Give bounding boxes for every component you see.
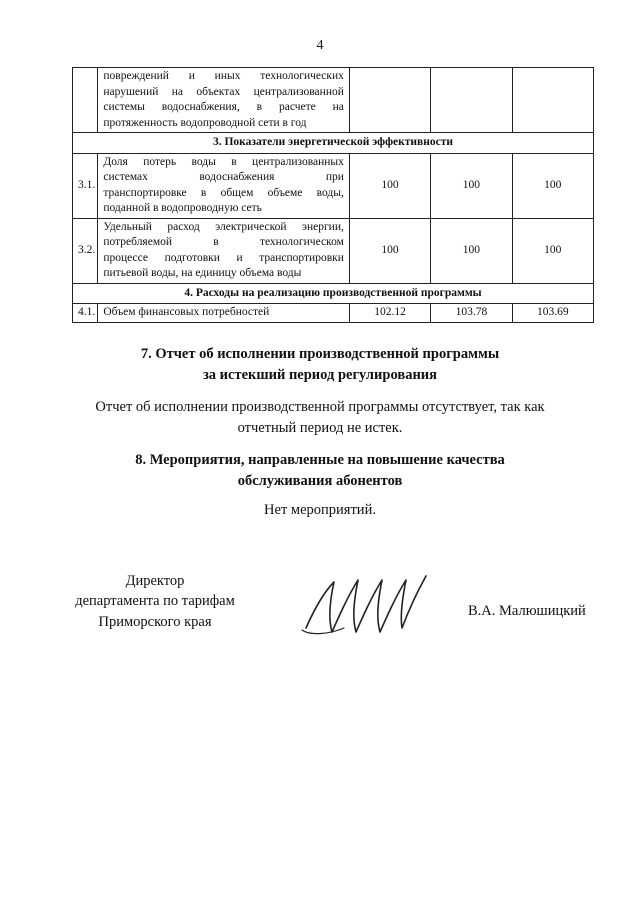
handwritten-signature	[300, 570, 430, 640]
value-cell: 100	[431, 218, 512, 283]
section-header-row	[73, 133, 594, 154]
value-cell: 100	[512, 218, 593, 283]
section-8-text: Нет мероприятий.	[264, 502, 376, 518]
table-row-continued	[73, 68, 594, 133]
table-row-3-2	[73, 218, 594, 283]
row-name-line: Удельный расход электрической энергии,	[103, 220, 344, 233]
row-name-cell	[98, 218, 350, 283]
row-number: 3.2.	[73, 218, 98, 283]
section-7-heading	[0, 344, 640, 386]
row-name-line: системы водоснабжения, в расчете на	[103, 101, 344, 114]
signatory-title-line: департамента по тарифам	[75, 593, 235, 610]
value-cell: 103.69	[512, 304, 593, 323]
page-number: 4	[316, 38, 324, 53]
value-cell	[349, 68, 430, 133]
section-title-program-expenses: 4. Расходы на реализацию производственной программы	[73, 283, 594, 304]
section-8-heading	[0, 450, 640, 492]
heading-line: 7. Отчет об исполнении производственной программы	[140, 346, 500, 362]
row-name-line: питьевой воды, на единицу объема воды	[103, 267, 302, 280]
value-cell: 103.78	[431, 304, 512, 323]
value-cell: 100	[349, 218, 430, 283]
value-cell	[512, 68, 593, 133]
row-name-cell	[98, 68, 350, 133]
row-number: 3.1.	[73, 153, 98, 218]
row-name-line: Доля потерь воды в централизованных	[103, 155, 344, 168]
table-row-4-1	[73, 304, 594, 323]
paragraph-line: Отчет об исполнении производственной программы отсутствует, так как	[95, 399, 545, 415]
row-name-line: системах водоснабжения при	[103, 171, 344, 184]
section-7-text	[0, 397, 640, 439]
value-cell: 100	[431, 153, 512, 218]
program-indicators-table	[72, 67, 594, 323]
row-name-line: транспортировке в общем объеме воды,	[103, 186, 344, 199]
row-name-cell	[98, 153, 350, 218]
row-number: 4.1.	[73, 304, 98, 323]
row-number-cell	[73, 68, 98, 133]
row-name-line: протяженность водопроводной сети в год	[103, 116, 307, 129]
signatory-title	[60, 571, 250, 632]
row-name-line: поданной в водопроводную сеть	[103, 202, 262, 215]
heading-line: за истекший период регулирования	[202, 367, 438, 384]
section-header-row	[73, 283, 594, 304]
table-row-3-1	[73, 153, 594, 218]
heading-line: обслуживания абонентов	[237, 473, 403, 490]
section-title-energy-efficiency: 3. Показатели энергетической эффективности	[73, 133, 594, 154]
value-cell: 100	[349, 153, 430, 218]
value-cell	[431, 68, 512, 133]
signatory-title-line: Директор	[125, 573, 185, 589]
row-name-line: потребляемой в технологическом	[103, 236, 344, 249]
row-name-line: процессе подготовки и транспортировки	[103, 251, 344, 264]
heading-line: 8. Мероприятия, направленные на повышение качества	[135, 452, 505, 468]
signatory-title-line: Приморского края	[98, 613, 212, 630]
paragraph-line: отчетный период не истек.	[237, 420, 403, 437]
row-name-line: нарушений на объектах централизованной	[103, 85, 344, 98]
value-cell: 102.12	[349, 304, 430, 323]
value-cell: 100	[512, 153, 593, 218]
row-name-cell: Объем финансовых потребностей	[98, 304, 350, 323]
row-name-line: повреждений и иных технологических	[103, 70, 344, 82]
signatory-name: В.А. Малюшицкий	[468, 603, 586, 619]
